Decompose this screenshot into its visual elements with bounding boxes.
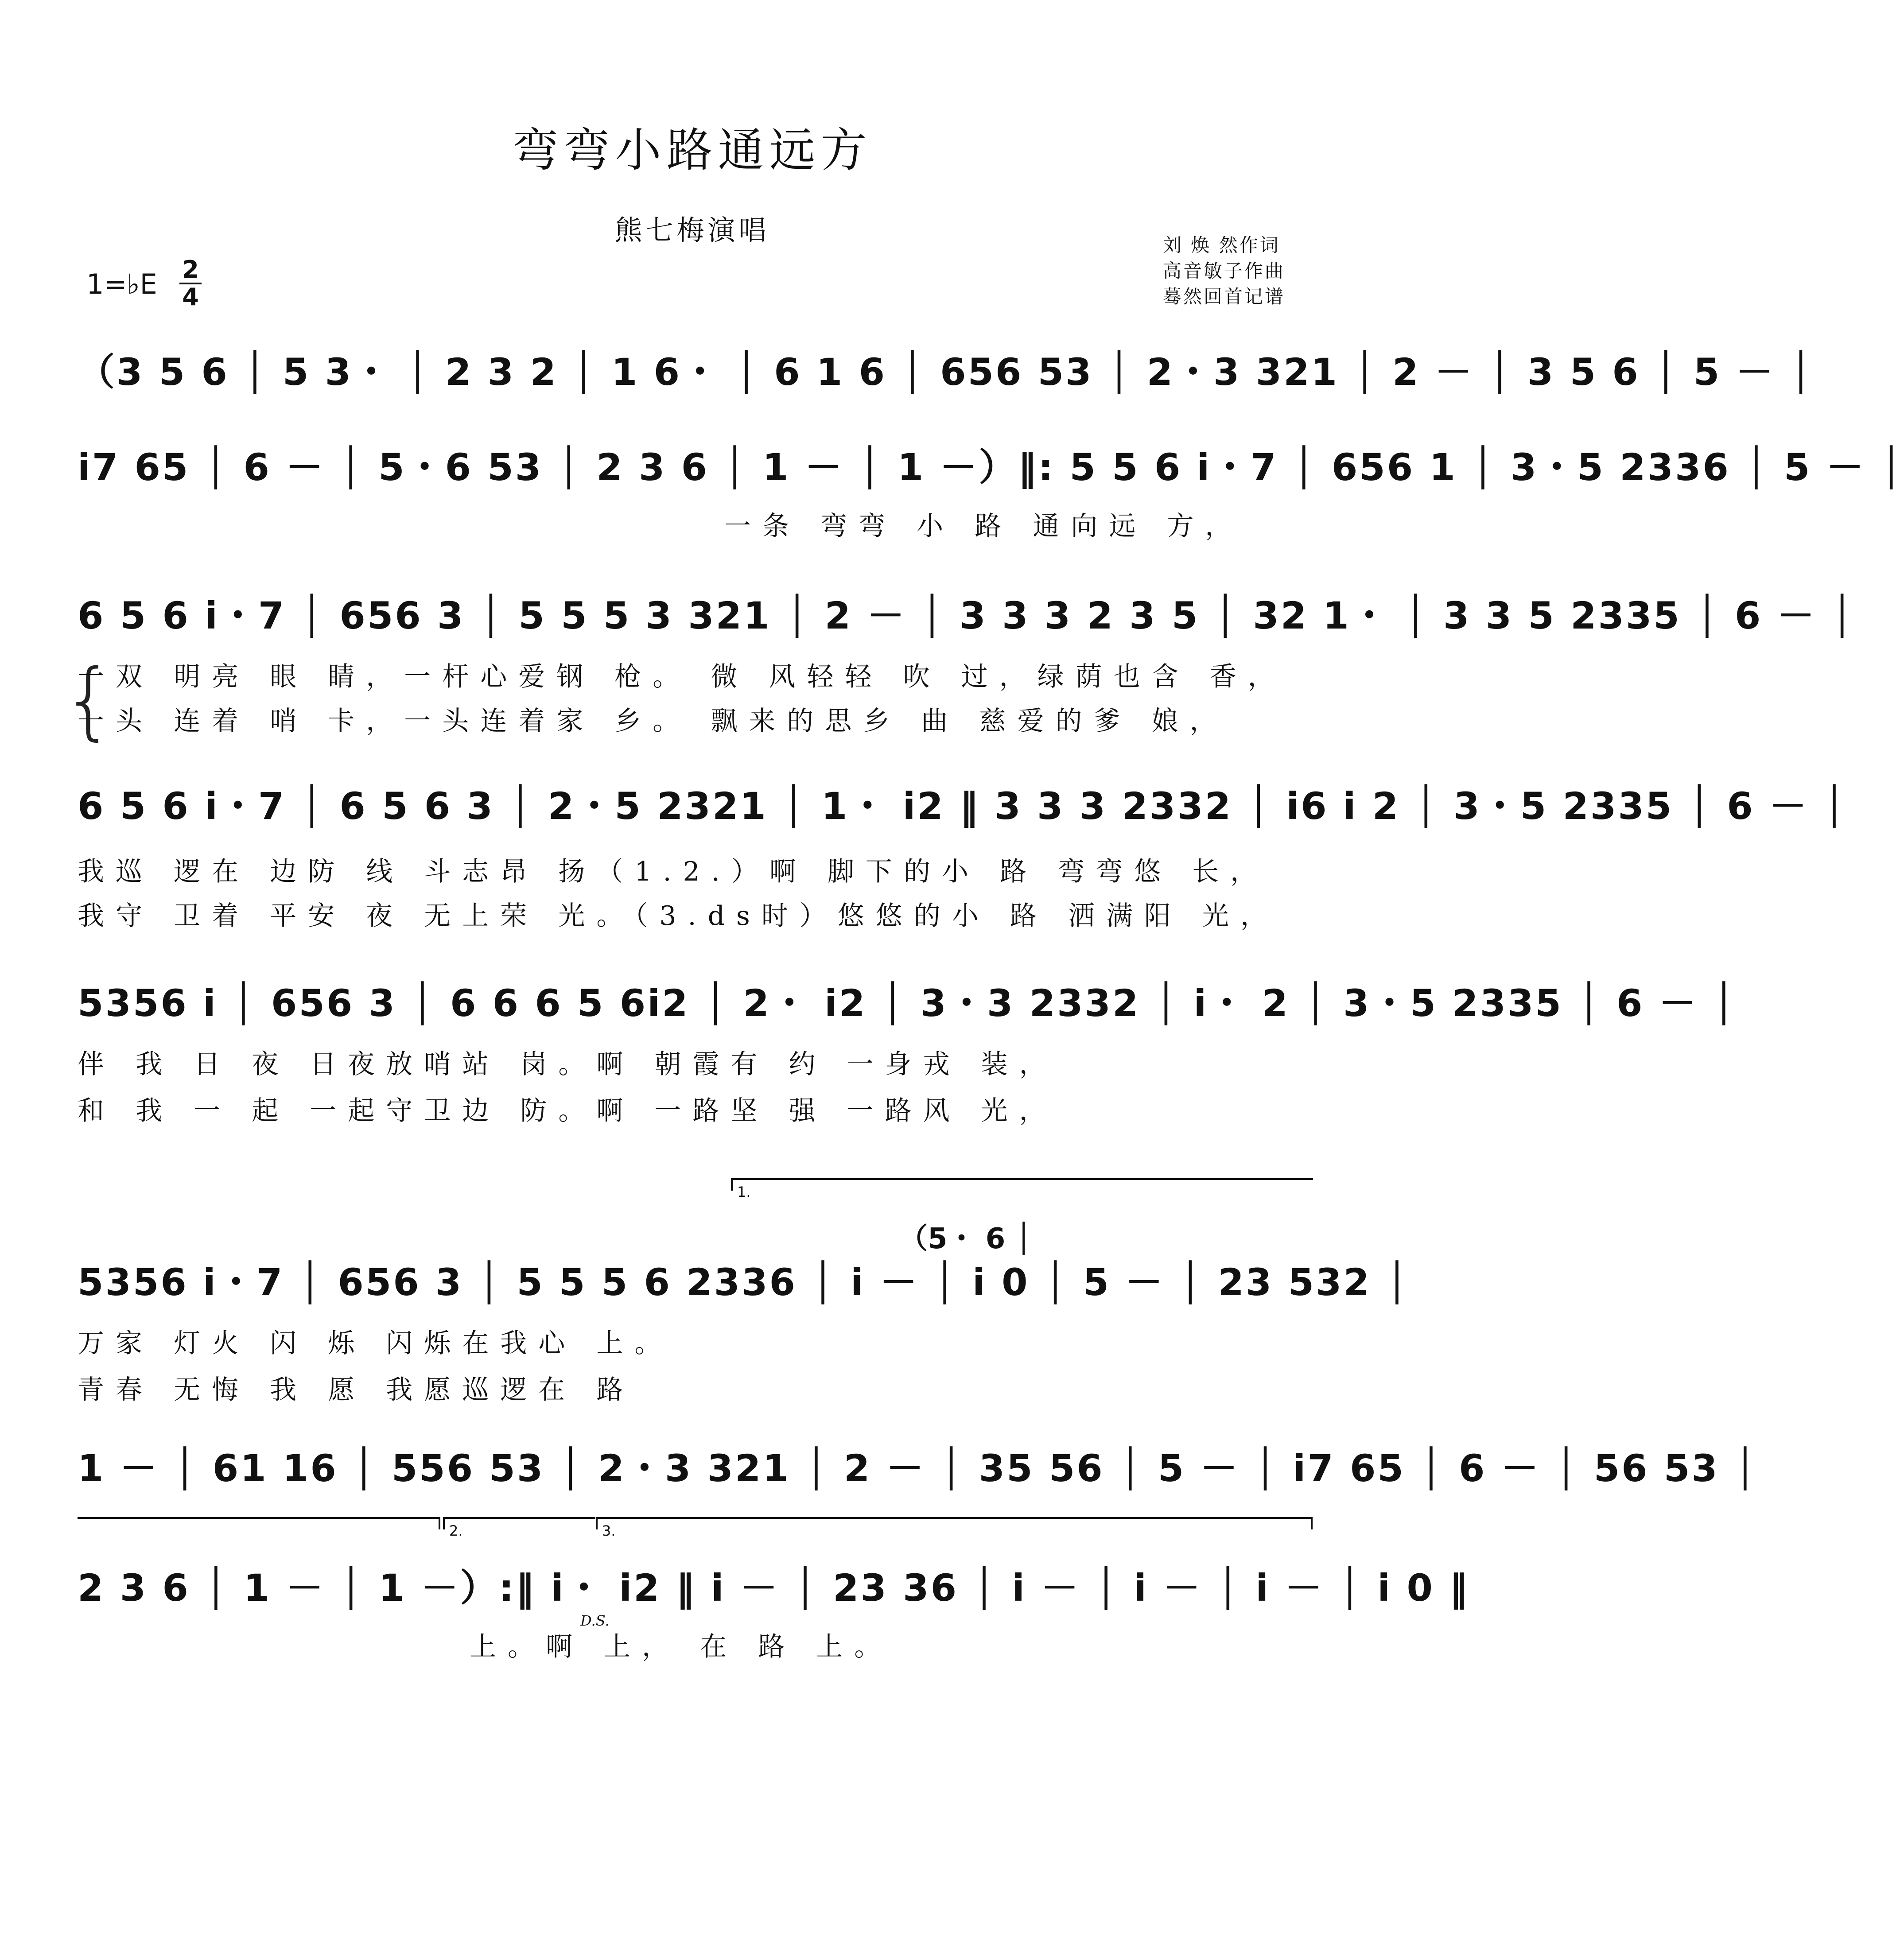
notes-line: 5356 i・7 │ 656 3 │ 5 5 5 6 2336 │ i － │ i 0 │ 5 － │ 23 532 │ <box>78 1261 1410 1304</box>
notes-line: 6 5 6 i・7 │ 6 5 6 3 │ 2・5 2321 │ 1・ i2 ‖ 3 3 3 2332 │ i6 i 2 │ 3・5 2335 │ 6 － │ <box>78 784 1847 828</box>
score-system-7 <box>78 1442 1758 1499</box>
score-system-4 <box>78 780 1847 837</box>
credits-block <box>1163 233 1367 310</box>
score-system-5 <box>78 977 1737 1034</box>
lyric-line-verse-2: 和 我 一 起 一起守卫边 防。啊 一路坚 强 一路风 光， <box>78 1095 1057 1126</box>
interlude-notes: （5・ 6 │ <box>899 1222 1033 1255</box>
lyric-line-verse-1: 伴 我 日 夜 日夜放哨站 岗。啊 朝霞有 约 一身戎 装， <box>78 1049 1057 1080</box>
volta-bracket-line <box>78 1517 440 1529</box>
composer-credit: 高音敏子作曲 <box>1163 260 1286 282</box>
lyric-line-verse-1: 一双 明亮 眼 睛，一杆心爱钢 枪。 微 风轻轻 吹 过，绿荫也含 香， <box>78 661 1286 692</box>
verse-brace: { <box>62 651 116 749</box>
singer-credit: 熊七梅演唱 <box>614 214 770 246</box>
key-signature: 1=♭E <box>86 268 157 300</box>
volta-bracket-3 <box>596 1517 1313 1539</box>
lyric-line-verse-2: 一头 连着 哨 卡，一头连着家 乡。 飘来的思乡 曲 慈爱的爹 娘， <box>78 706 1228 737</box>
lyric-line-verse-1: 万家 灯火 闪 烁 闪烁在我心 上。 <box>78 1328 673 1359</box>
notes-line: i7 65 │ 6 － │ 5・6 53 │ 2 3 6 │ 1 － │ 1 －）‖: 5 5 6 i・7 │ 656 1 │ 3・5 2336 │ 5 － │ <box>78 446 1904 489</box>
notes-line: 5356 i │ 656 3 │ 6 6 6 5 6i2 │ 2・ i2 │ 3・3 2332 │ i・ 2 │ 3・5 2335 │ 6 － │ <box>78 982 1737 1025</box>
volta-label: 1. <box>737 1184 751 1200</box>
score-system-8 <box>78 1561 1470 1619</box>
notes-line: （3 5 6 │ 5 3・ │ 2 3 2 │ 1 6・ │ 6 1 6 │ 656 53 │ 2・3 321 │ 2 － │ 3 5 6 │ 5 － │ <box>78 350 1814 394</box>
lyric-line-verse-1: 我巡 逻在 边防 线 斗志昂 扬（1.2.）啊 脚下的小 路 弯弯悠 长， <box>78 856 1269 887</box>
score-system-1 <box>78 345 1814 403</box>
meter-top: 2 <box>179 257 202 284</box>
lyric-line-verse-2: 我守 卫着 平安 夜 无上荣 光。（3.ds时）悠悠的小 路 洒满阳 光， <box>78 900 1279 931</box>
time-signature <box>179 257 202 310</box>
volta-bracket-1 <box>731 1178 1313 1200</box>
notes-line: 2 3 6 │ 1 － │ 1 －）:‖ i・ i2 ‖ i － │ 23 36 │ i － │ i － │ i － │ i 0 ‖ <box>78 1566 1470 1610</box>
notes-line: 6 5 6 i・7 │ 656 3 │ 5 5 5 3 321 │ 2 － │ 3 3 3 2 3 5 │ 32 1・ │ 3 3 5 2335 │ 6 － │ <box>78 594 1855 637</box>
lyric-line-verse-2: 青春 无悔 我 愿 我愿巡逻在 路 <box>78 1374 635 1405</box>
score-system-3 <box>78 589 1855 647</box>
volta-label: 3. <box>602 1522 616 1539</box>
lyricist-credit: 刘 焕 然作词 <box>1163 234 1280 256</box>
transcriber-credit: 蓦然回首记谱 <box>1163 286 1286 307</box>
lyric-line: 上。啊 上， 在 路 上。 <box>470 1631 893 1662</box>
volta-bracket-2 <box>443 1517 595 1539</box>
volta-label: 2. <box>449 1522 463 1539</box>
dal-segno-mark: D.S. <box>580 1612 610 1629</box>
lyric-line: 一条 弯弯 小 路 通向远 方， <box>724 511 1243 542</box>
score-system-6 <box>78 1256 1410 1313</box>
meter-bottom: 4 <box>182 283 199 311</box>
song-title: 弯弯小路通远方 <box>512 123 872 177</box>
score-system-2 <box>78 441 1904 498</box>
notes-line: 1 － │ 61 16 │ 556 53 │ 2・3 321 │ 2 － │ 35 56 │ 5 － │ i7 65 │ 6 － │ 56 53 │ <box>78 1447 1758 1490</box>
